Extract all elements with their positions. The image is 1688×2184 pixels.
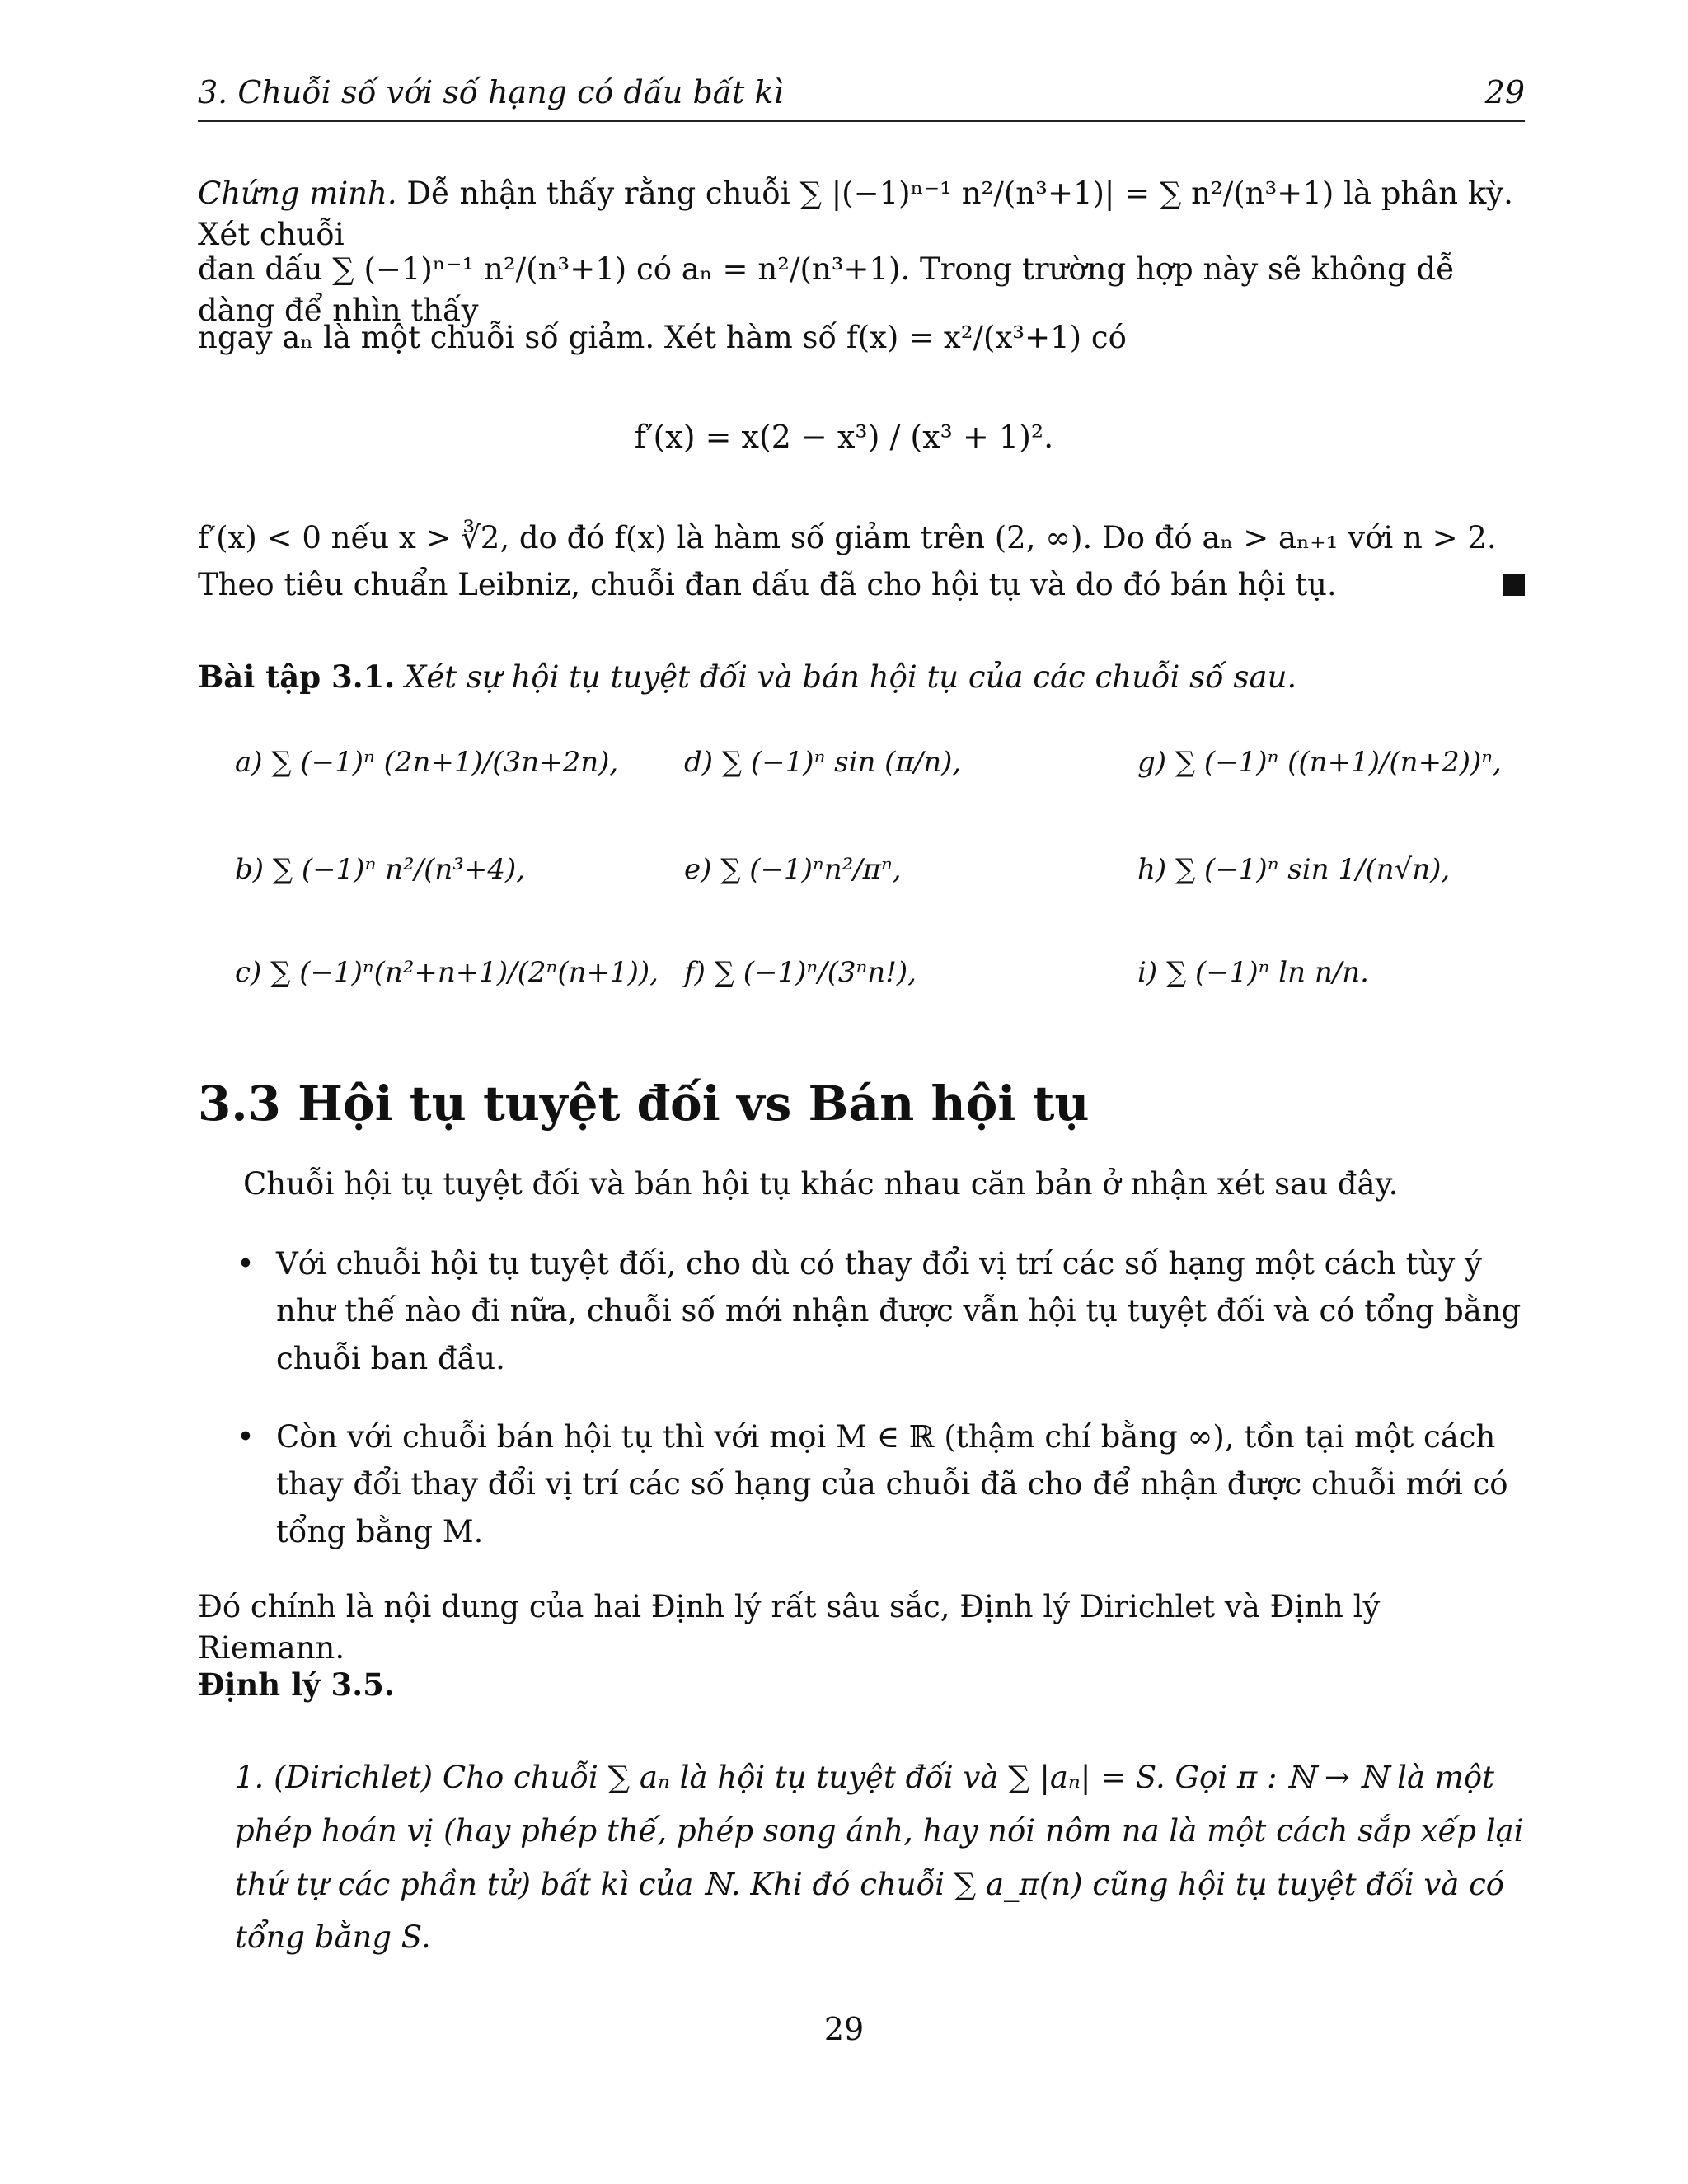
- proof-line-4: f′(x) < 0 nếu x > ∛2, do đó f(x) là hàm số giảm trên (2, ∞). Do đó aₙ > aₙ₊₁ với n > 2.: [198, 520, 1497, 555]
- proof-label: Chứng minh.: [198, 176, 397, 211]
- section-paragraph: Đó chính là nội dung của hai Định lý rất sâu sắc, Định lý Dirichlet và Định lý Riemann.: [198, 1589, 1381, 1666]
- proof-line-2: đan dấu ∑ (−1)ⁿ⁻¹ n²/(n³+1) có aₙ = n²/(n³+1). Trong trường hợp này sẽ không dễ dàng để nhìn thấy: [198, 251, 1455, 328]
- exercise-item-i: i) ∑ (−1)ⁿ ln n/n.: [1137, 956, 1369, 989]
- exercise-item-f: f) ∑ (−1)ⁿ/(3ⁿn!),: [684, 956, 917, 989]
- proof-line-1: [198, 173, 1525, 255]
- exercise-label: Bài tập 3.1.: [198, 658, 396, 695]
- exercise-item-c: c) ∑ (−1)ⁿ(n²+n+1)/(2ⁿ(n+1)),: [235, 956, 659, 989]
- header-page-number: 29: [1484, 74, 1525, 110]
- theorem-label: Định lý 3.5.: [198, 1666, 395, 1703]
- theorem-item-1: 1. (Dirichlet) Cho chuỗi ∑ aₙ là hội tụ tuyệt đối và ∑ |aₙ| = S. Gọi π : ℕ → ℕ là một phép hoán vị (hay phép thế, phép song ánh, hay nói nôm na là một cách sắp xếp lại thứ tự các phần tử) bất kì của ℕ. Khi đó chuỗi ∑ a_π(n) cũng hội tụ tuyệt đối và có tổng bằng S.: [235, 1760, 1524, 1956]
- bullet-text-1: Với chuỗi hội tụ tuyệt đối, cho dù có thay đổi vị trí các số hạng một cách tùy ý như thế nào đi nữa, chuỗi số mới nhận được vẫn hội tụ tuyệt đối và có tổng bằng chuỗi ban đầu.: [276, 1246, 1522, 1376]
- proof-line-5: Theo tiêu chuẩn Leibniz, chuỗi đan dấu đã cho hội tụ và do đó bán hội tụ.: [198, 567, 1337, 602]
- section-title: 3.3 Hội tụ tuyệt đối vs Bán hội tụ: [198, 1076, 1090, 1132]
- derivative-equation: f′(x) = x(2 − x³) / (x³ + 1)².: [634, 419, 1054, 455]
- qed-symbol: [1503, 574, 1525, 596]
- exercise-item-a: a) ∑ (−1)ⁿ (2n+1)/(3n+2n),: [235, 746, 619, 779]
- proof-line-3: ngay aₙ là một chuỗi số giảm. Xét hàm số f(x) = x²/(x³+1) có: [198, 320, 1127, 355]
- bullet-text-2: Còn với chuỗi bán hội tụ thì với mọi M ∈ ℝ (thậm chí bằng ∞), tồn tại một cách thay đổi thay đổi vị trí các số hạng của chuỗi đã cho để nhận được chuỗi mới có tổng bằng M.: [276, 1419, 1508, 1549]
- exercise-text: Xét sự hội tụ tuyệt đối và bán hội tụ của các chuỗi số sau.: [405, 659, 1297, 695]
- exercise-item-g: g) ∑ (−1)ⁿ ((n+1)/(n+2))ⁿ,: [1137, 746, 1502, 779]
- header-title: 3. Chuỗi số với số hạng có dấu bất kì: [198, 74, 784, 110]
- section-intro: Chuỗi hội tụ tuyệt đối và bán hội tụ khác nhau căn bản ở nhận xét sau đây.: [243, 1166, 1399, 1202]
- exercise-heading: [198, 657, 1525, 698]
- footer-page-number: 29: [823, 2011, 865, 2047]
- exercise-item-e: e) ∑ (−1)ⁿn²/πⁿ,: [684, 853, 902, 886]
- bullet-item-1: [239, 1240, 1525, 1382]
- exercise-item-d: d) ∑ (−1)ⁿ sin (π/n),: [684, 746, 962, 779]
- exercise-item-b: b) ∑ (−1)ⁿ n²/(n³+4),: [235, 853, 526, 886]
- bullet-item-2: [239, 1413, 1525, 1555]
- bullet-icon: •: [237, 1246, 255, 1282]
- exercise-item-h: h) ∑ (−1)ⁿ sin 1/(n√n),: [1137, 853, 1451, 886]
- proof-text-1: Dễ nhận thấy rằng chuỗi ∑ |(−1)ⁿ⁻¹ n²/(n³+1)| = ∑ n²/(n³+1) là phân kỳ. Xét chuỗi: [198, 176, 1513, 252]
- running-header: [198, 74, 1525, 122]
- bullet-icon: •: [237, 1419, 255, 1455]
